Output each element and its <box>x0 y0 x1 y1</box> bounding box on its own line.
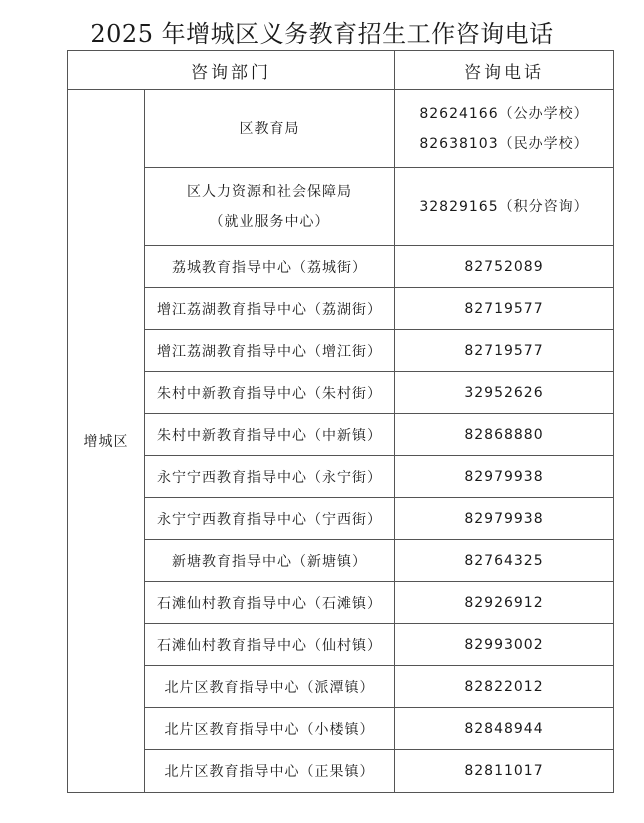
department-cell: 新塘教育指导中心（新塘镇） <box>145 540 395 582</box>
department-cell: 北片区教育指导中心（小楼镇） <box>145 708 395 750</box>
table-row <box>68 414 614 456</box>
department-cell: 荔城教育指导中心（荔城街） <box>145 246 395 288</box>
table-row <box>68 168 614 246</box>
header-department: 咨询部门 <box>68 51 395 90</box>
table-row <box>68 372 614 414</box>
table-row <box>68 456 614 498</box>
table-row <box>68 666 614 708</box>
contact-table <box>67 50 614 793</box>
table-header-row <box>68 51 614 90</box>
phone-cell: 82811017 <box>395 750 614 793</box>
phone-cell: 82719577 <box>395 330 614 372</box>
phone-cell: 82926912 <box>395 582 614 624</box>
department-text: 区教育局 <box>239 120 300 137</box>
table-row <box>68 330 614 372</box>
phone-cell: 82848944 <box>395 708 614 750</box>
department-cell: 增江荔湖教育指导中心（增江街） <box>145 330 395 372</box>
table-row <box>68 708 614 750</box>
table-row <box>68 288 614 330</box>
phone-cell: 82752089 <box>395 246 614 288</box>
district-cell: 增城区 <box>68 90 145 793</box>
table-row <box>68 540 614 582</box>
phone-cell <box>395 168 614 246</box>
phone-cell: 82868880 <box>395 414 614 456</box>
department-cell: 北片区教育指导中心（正果镇） <box>145 750 395 793</box>
table-row <box>68 582 614 624</box>
table-row <box>68 624 614 666</box>
department-cell: 增江荔湖教育指导中心（荔湖街） <box>145 288 395 330</box>
table-row <box>68 750 614 793</box>
phone-cell: 32952626 <box>395 372 614 414</box>
department-text: 区人力资源和社会保障局 <box>187 183 352 200</box>
department-cell: 朱村中新教育指导中心（朱村街） <box>145 372 395 414</box>
department-cell: 永宁宁西教育指导中心（宁西街） <box>145 498 395 540</box>
phone-cell <box>395 90 614 168</box>
phone-cell: 82822012 <box>395 666 614 708</box>
phone-text: 82624166（公办学校） <box>419 105 589 122</box>
phone-text: 82638103（民办学校） <box>419 135 589 152</box>
phone-cell: 82764325 <box>395 540 614 582</box>
department-cell: 永宁宁西教育指导中心（永宁街） <box>145 456 395 498</box>
phone-cell: 82979938 <box>395 498 614 540</box>
phone-cell: 82979938 <box>395 456 614 498</box>
header-phone: 咨询电话 <box>395 51 614 90</box>
phone-cell: 82993002 <box>395 624 614 666</box>
page-title: 2025 年增城区义务教育招生工作咨询电话 <box>90 20 554 48</box>
table-row <box>68 90 614 168</box>
table-row <box>68 246 614 288</box>
table-row <box>68 498 614 540</box>
department-cell: 石滩仙村教育指导中心（仙村镇） <box>145 624 395 666</box>
department-cell: 北片区教育指导中心（派潭镇） <box>145 666 395 708</box>
department-cell: 朱村中新教育指导中心（中新镇） <box>145 414 395 456</box>
department-text: （就业服务中心） <box>209 213 330 230</box>
department-cell <box>145 90 395 168</box>
phone-text: 32829165（积分咨询） <box>419 198 589 215</box>
phone-cell: 82719577 <box>395 288 614 330</box>
department-cell <box>145 168 395 246</box>
department-cell: 石滩仙村教育指导中心（石滩镇） <box>145 582 395 624</box>
